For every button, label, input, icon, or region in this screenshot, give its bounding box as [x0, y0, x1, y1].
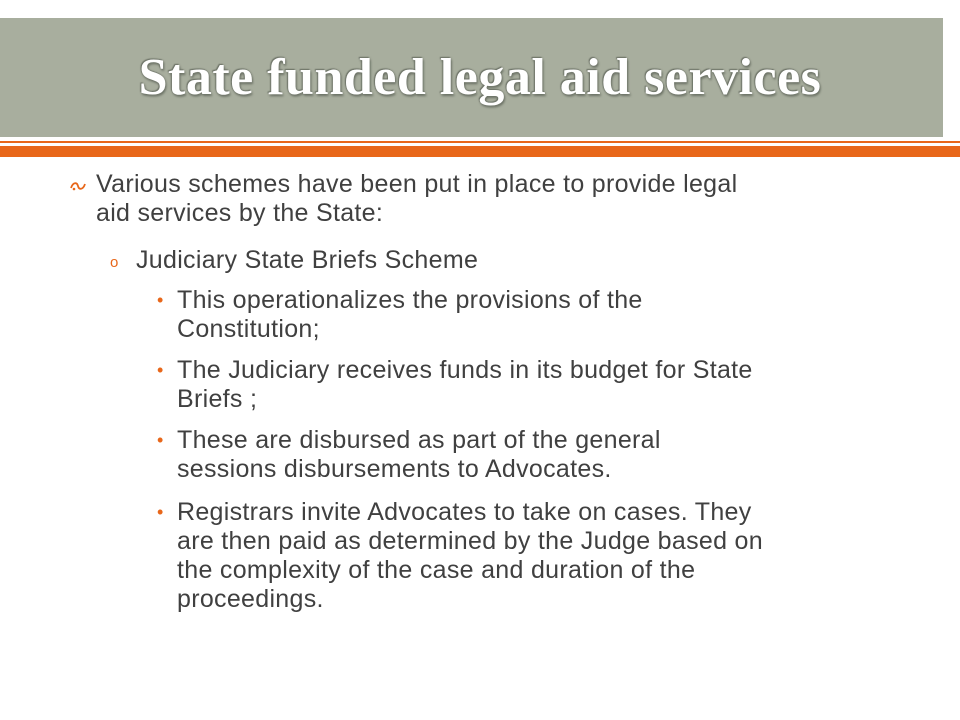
bullet-text-line: Briefs ; [177, 385, 258, 413]
bullet-text-line: the complexity of the case and duration of the [177, 556, 696, 584]
swirl-icon [70, 180, 86, 192]
bullet-text-line: sessions disbursements to Advocates. [177, 455, 612, 483]
dot-bullet-icon: • [157, 290, 164, 310]
bullet-text-line: This operationalizes the provisions of the [177, 286, 643, 314]
bullet-text-line: are then paid as determined by the Judge based on [177, 527, 763, 555]
bullet-text-line: These are disbursed as part of the general [177, 426, 661, 454]
bullet-text-line: Constitution; [177, 315, 320, 343]
dot-bullet-icon: • [157, 430, 164, 450]
dot-bullet-icon: • [157, 502, 164, 522]
accent-divider [0, 146, 960, 157]
dot-bullet-icon: • [157, 360, 164, 380]
bullet-text-line: The Judiciary receives funds in its budget for State [177, 356, 753, 384]
bullet-text-line: aid services by the State: [96, 199, 384, 227]
slide-title: State funded legal aid services [138, 49, 822, 106]
bullet-text-line: proceedings. [177, 585, 324, 613]
circle-bullet-icon: o [110, 254, 119, 271]
accent-divider-thin [0, 141, 960, 143]
bullet-text-line: Registrars invite Advocates to take on cases. They [177, 498, 752, 526]
bullet-text-line: Judiciary State Briefs Scheme [136, 246, 479, 274]
bullet-text-line: Various schemes have been put in place to provide legal [96, 170, 738, 198]
